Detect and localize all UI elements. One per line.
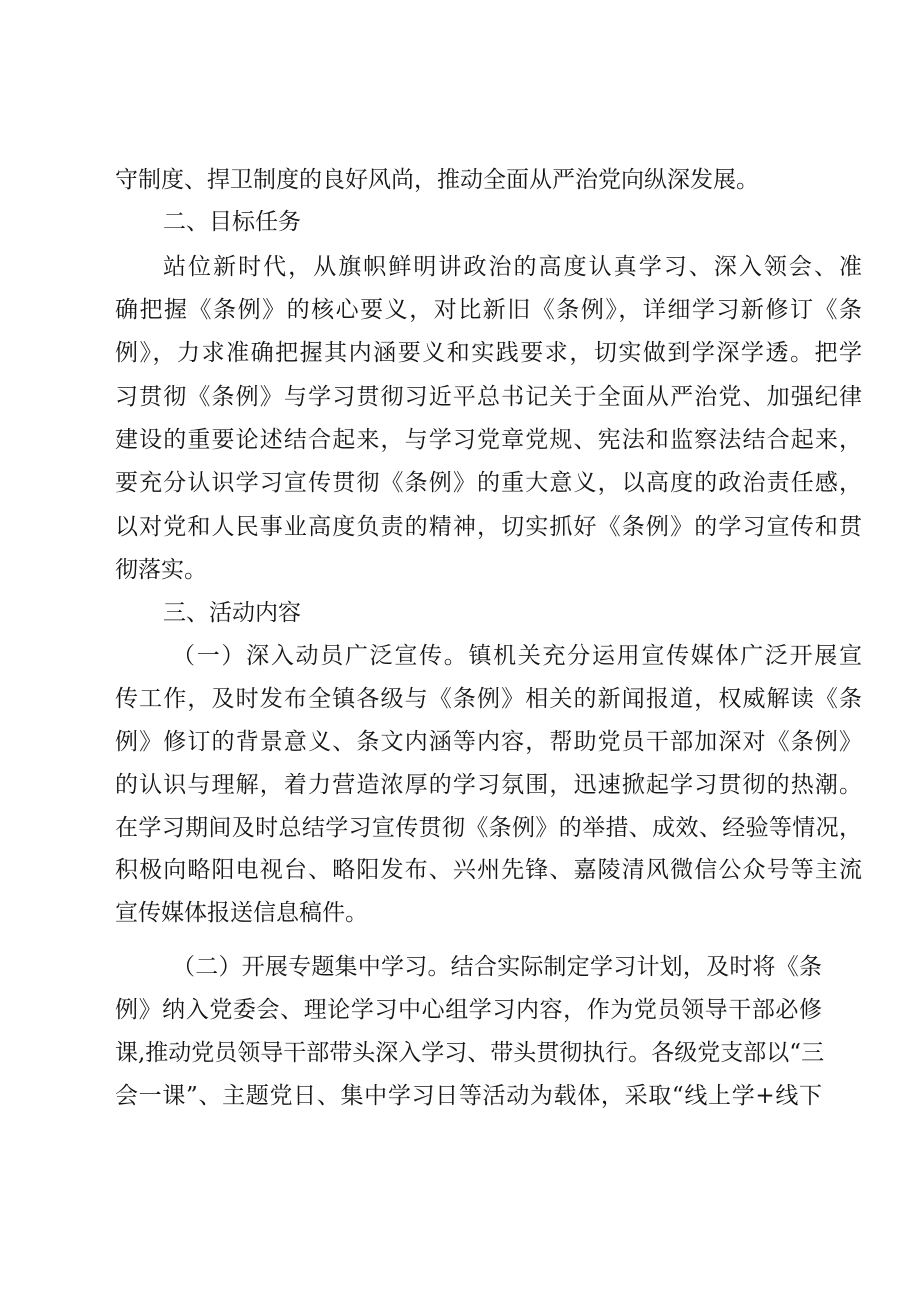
paragraph-line: 彻落实。 xyxy=(115,557,207,583)
paragraph-line: 在学习期间及时总结学习宣传贯彻《条例》的举措、成效、经验等情况， xyxy=(115,815,862,841)
section-heading-goals: 二、目标任务 xyxy=(163,209,301,235)
paragraph-line: 守制度、捍卫制度的良好风尚，推动全面从严治党向纵深发展。 xyxy=(115,167,759,193)
paragraph-line: 以对党和人民事业高度负责的精神，切实抓好《条例》的学习宣传和贯 xyxy=(115,514,862,540)
paragraph-line: 的认识与理解，着力营造浓厚的学习氛围，迅速掀起学习贯彻的热潮。 xyxy=(115,772,862,798)
paragraph-line: 课,推动党员领导干部带头深入学习、带头贯彻执行。各级党支部以“三 xyxy=(115,1040,825,1066)
paragraph-line: 宣传媒体报送信息稿件。 xyxy=(115,900,368,926)
paragraph-line: 会一课”、主题党日、集中学习日等活动为载体，采取“线上学+线下 xyxy=(115,1083,822,1109)
paragraph-line: 例》，力求准确把握其内涵要义和实践要求，切实做到学深学透。把学 xyxy=(115,340,862,366)
paragraph-line: 传工作，及时发布全镇各级与《条例》相关的新闻报道，权威解读《条 xyxy=(115,686,862,712)
paragraph-line: 确把握《条例》的核心要义，对比新旧《条例》，详细学习新修订《条 xyxy=(115,297,862,323)
paragraph-line: 站位新时代，从旗帜鲜明讲政治的高度认真学习、深入领会、准 xyxy=(163,254,862,280)
paragraph-line: 积极向略阳电视台、略阳发布、兴州先锋、嘉陵清风微信公众号等主流 xyxy=(115,857,862,883)
paragraph-line: （一）深入动员广泛宣传。镇机关充分运用宣传媒体广泛开展宣 xyxy=(172,643,862,669)
paragraph-line: 例》纳入党委会、理论学习中心组学习内容，作为党员领导干部必修 xyxy=(115,997,822,1023)
section-heading-activities: 三、活动内容 xyxy=(163,600,301,626)
paragraph-line: 例》修订的背景意义、条文内涵等内容，帮助党员干部加深对《条例》 xyxy=(115,729,862,755)
paragraph-line: 要充分认识学习宣传贯彻《条例》的重大意义，以高度的政治责任感， xyxy=(115,470,862,496)
paragraph-line: （二）开展专题集中学习。结合实际制定学习计划，及时将《条 xyxy=(172,954,822,980)
paragraph-line: 习贯彻《条例》与学习贯彻习近平总书记关于全面从严治党、加强纪律 xyxy=(115,384,862,410)
paragraph-line: 建设的重要论述结合起来，与学习党章党规、宪法和监察法结合起来， xyxy=(115,427,862,453)
